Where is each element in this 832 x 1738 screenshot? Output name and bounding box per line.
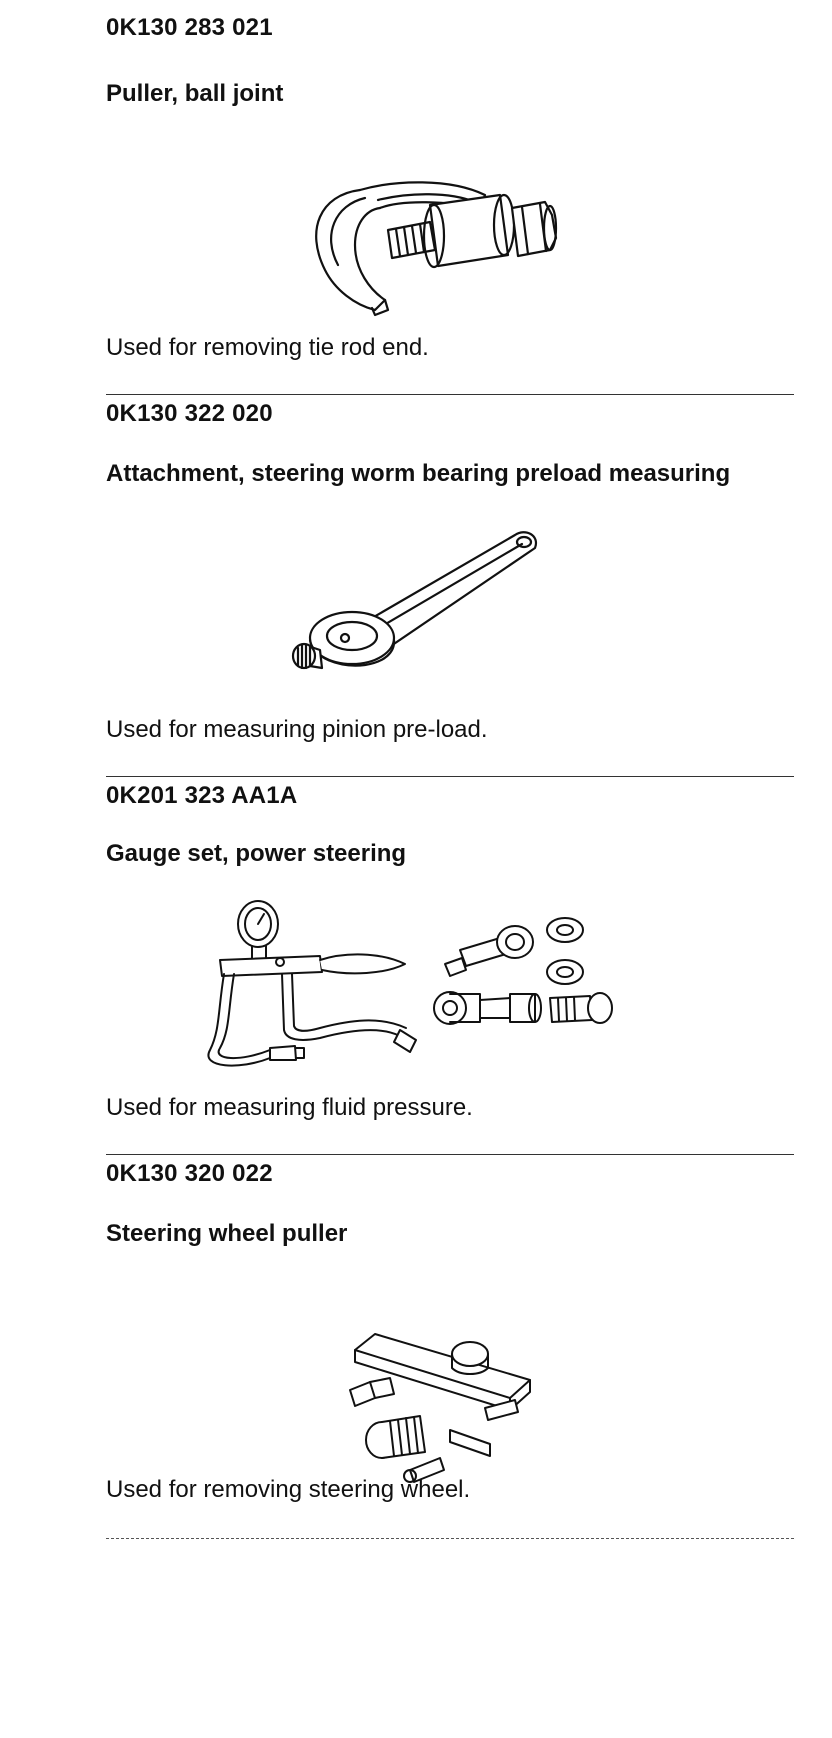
usage-text: Used for measuring fluid pressure. <box>106 1094 473 1121</box>
part-number: 0K130 320 022 <box>106 1160 273 1187</box>
divider <box>106 1538 794 1539</box>
divider <box>106 1154 794 1155</box>
divider <box>106 776 794 777</box>
ball-joint-puller-illustration <box>300 160 590 320</box>
tool-name: Gauge set, power steering <box>106 840 407 867</box>
power-steering-gauge-set-illustration <box>180 890 680 1080</box>
part-number: 0K130 283 021 <box>106 14 273 41</box>
steering-wheel-puller-illustration <box>330 1320 550 1490</box>
tool-name: Steering wheel puller <box>106 1220 348 1247</box>
usage-text: Used for removing steering wheel. <box>106 1476 471 1503</box>
tool-name: Attachment, steering worm bearing preload measuring <box>106 460 731 487</box>
preload-measuring-attachment-illustration <box>290 520 570 690</box>
divider <box>106 394 794 395</box>
tool-name: Puller, ball joint <box>106 80 284 107</box>
part-number: 0K201 323 AA1A <box>106 782 298 809</box>
usage-text: Used for removing tie rod end. <box>106 334 429 361</box>
usage-text: Used for measuring pinion pre-load. <box>106 716 488 743</box>
part-number: 0K130 322 020 <box>106 400 273 427</box>
